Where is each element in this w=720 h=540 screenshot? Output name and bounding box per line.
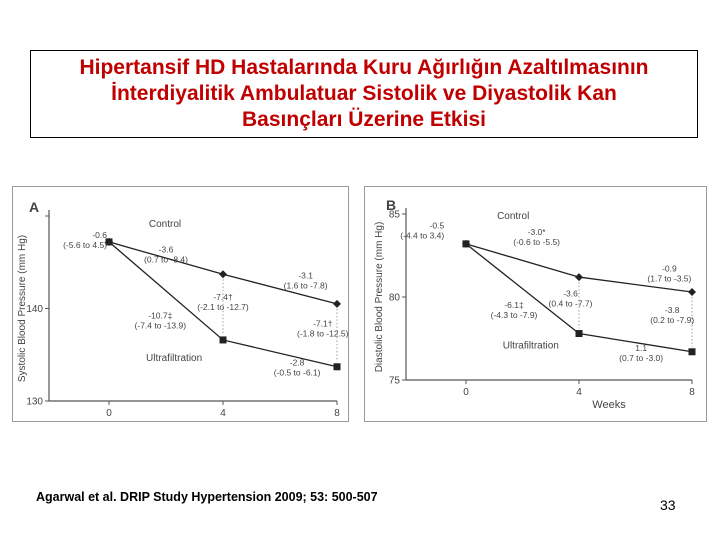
x-tick-label: 8: [689, 387, 695, 398]
y-axis-label: Systolic Blood Pressure (mm Hg): [17, 234, 28, 383]
annotation-line: (1.6 to -7.8): [283, 280, 328, 291]
series-label: Control: [148, 219, 182, 231]
x-tick-label: 0: [106, 408, 112, 419]
annotation-line: -3.0*: [527, 226, 546, 237]
annotation-line: (1.7 to -3.5): [647, 273, 692, 284]
annotation-line: (-2.1 to -12.7): [197, 301, 249, 312]
y-tick-label: 80: [388, 292, 400, 304]
title-box: [30, 50, 698, 138]
annotation-line: (0.2 to -7.9): [650, 314, 695, 325]
x-tick-label: 4: [220, 408, 226, 419]
x-tick-label: 4: [576, 387, 582, 398]
annotation-line: -0.5: [429, 220, 445, 231]
slide-title: [79, 55, 648, 133]
chart-panel-a: [13, 187, 349, 422]
annotation-line: -7.4†: [213, 291, 233, 302]
title-line-3: Basınçları Üzerine Etkisi: [242, 108, 486, 131]
annotation-line: -2.8: [289, 357, 305, 368]
data-point-ultrafiltration: [689, 348, 696, 355]
x-tick-label: 0: [463, 387, 469, 398]
annotation-line: (-7.4 to -13.9): [134, 320, 187, 331]
y-tick-label: 140: [26, 304, 43, 315]
annotation-line: -0.9: [662, 263, 677, 274]
annotation-line: (0.4 to -7.7): [548, 298, 593, 309]
page-number: 33: [660, 497, 676, 513]
citation: Agarwal et al. DRIP Study Hypertension 2009; 53: 500-507: [36, 490, 378, 504]
annotation-line: -10.7‡: [148, 310, 173, 321]
annotation-line: 1.1: [635, 343, 648, 354]
annotation-line: (-0.6 to -5.5): [513, 236, 561, 247]
annotation-line: -3.1: [298, 270, 313, 281]
blood-pressure-figure: [12, 186, 707, 422]
annotation-line: -7.1†: [313, 318, 333, 329]
annotation-line: -3.8: [664, 304, 680, 315]
title-line-1: Hipertansif HD Hastalarında Kuru Ağırlığın Azaltılmasının: [79, 56, 649, 79]
x-axis-label: Weeks: [592, 399, 626, 411]
y-axis-label: Diastolic Blood Pressure (mm Hg): [374, 221, 385, 373]
title-line-2: İnterdiyalitik Ambulatuar Sistolik ve Diyastolik Kan: [111, 82, 617, 105]
annotation-line: -3.6: [563, 288, 578, 299]
x-tick-label: 8: [334, 408, 340, 419]
annotation-line: (-4.4 to 3.4): [400, 230, 445, 241]
series-label: Control: [497, 210, 530, 222]
series-label: Ultrafiltration: [146, 353, 203, 365]
panel-label: A: [29, 199, 40, 215]
y-tick-label: 75: [388, 375, 400, 387]
annotation-line: (-4.3 to -7.9): [490, 309, 538, 320]
annotation-line: (0.7 to -8.4): [144, 254, 188, 265]
figure-area: [12, 186, 707, 422]
panel-label: B: [386, 197, 397, 213]
data-point-ultrafiltration: [220, 336, 227, 343]
panel-frame: [365, 187, 707, 422]
annotation-line: (-0.5 to -6.1): [273, 367, 321, 378]
y-tick-label: 85: [388, 209, 400, 221]
series-label: Ultrafiltration: [502, 340, 559, 352]
annotation-line: (-1.8 to -12.5): [297, 328, 349, 339]
annotation-line: -0.6: [92, 229, 107, 240]
annotation-line: (-5.6 to 4.5): [63, 239, 107, 250]
data-point-ultrafiltration: [576, 330, 583, 337]
annotation-line: -3.6: [158, 244, 174, 255]
annotation-line: (0.7 to -3.0): [619, 353, 664, 364]
data-point-ultrafiltration: [334, 363, 341, 370]
chart-panel-b: [365, 187, 707, 422]
annotation-line: -6.1‡: [504, 299, 524, 310]
data-point-ultrafiltration: [463, 240, 470, 247]
y-tick-label: 130: [26, 396, 43, 408]
